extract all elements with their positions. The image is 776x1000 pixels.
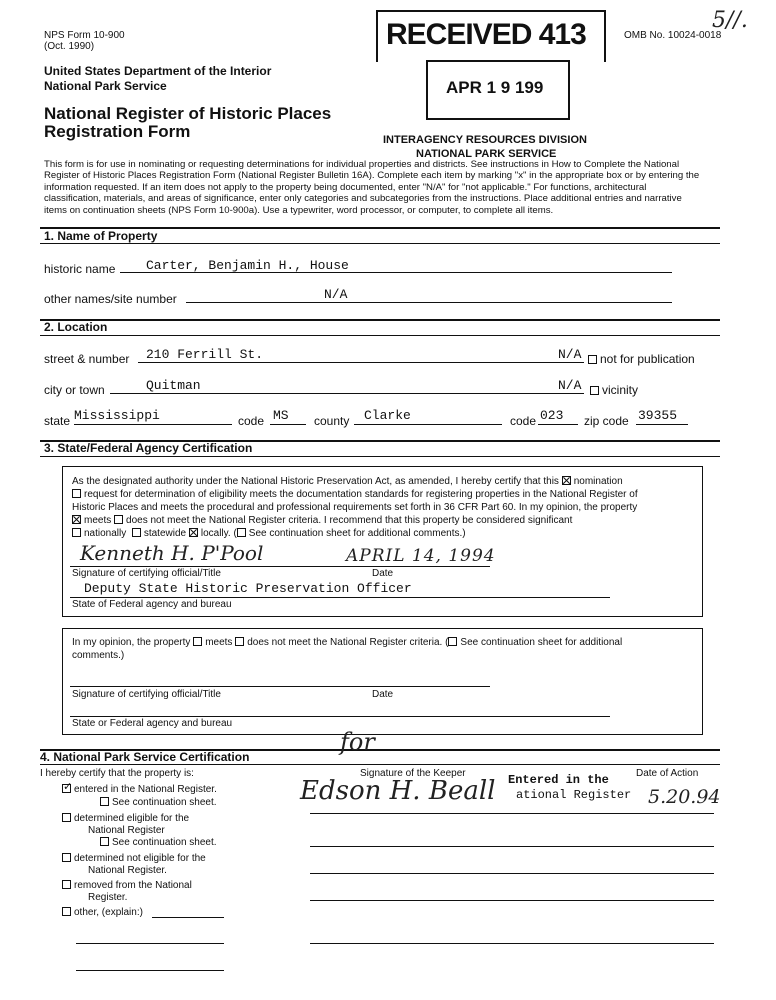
not-eligible-label-1: determined not eligible for the xyxy=(74,853,206,864)
nps-certify-text: I hereby certify that the property is: xyxy=(40,768,194,779)
historic-name-value[interactable]: Carter, Benjamin H., House xyxy=(146,258,349,273)
omb-number: OMB No. 10024-0018 xyxy=(624,30,722,41)
cert-line5 xyxy=(72,528,466,540)
city-value[interactable]: Quitman xyxy=(146,378,201,393)
eligible-option[interactable] xyxy=(62,813,189,825)
date-of-action-label: Date of Action xyxy=(636,768,699,779)
cert-line2 xyxy=(72,489,638,501)
county-code-line xyxy=(538,424,578,425)
other-names-line xyxy=(186,302,672,303)
not-for-publication[interactable] xyxy=(588,352,695,366)
nomination-label: nomination xyxy=(573,476,623,487)
opinion-text-a: In my opinion, the property xyxy=(72,637,191,648)
opinion-text-c: does not meet the National Register criteria. ( xyxy=(247,637,449,648)
corner-note: 5//. xyxy=(712,8,748,33)
shpo-agency-label: State of Federal agency and bureau xyxy=(72,599,232,610)
removed-option[interactable] xyxy=(62,880,192,892)
shpo-date: APRIL 14, 1994 xyxy=(346,546,496,566)
removed-label-1: removed from the National xyxy=(74,880,192,891)
form-date: (Oct. 1990) xyxy=(44,41,95,52)
commenting-agency-line xyxy=(70,716,610,717)
eligible-checkbox[interactable] xyxy=(62,813,71,822)
commenting-signature-line xyxy=(70,686,490,687)
keeper-line-3 xyxy=(310,873,714,874)
stamp-date: APR 1 9 199 xyxy=(446,78,544,97)
see-continuation-1-label: See continuation sheet. xyxy=(112,797,217,808)
other-checkbox[interactable] xyxy=(62,907,71,916)
commenting-signature-label: Signature of certifying official/Title xyxy=(72,689,221,700)
shpo-date-label: Date xyxy=(372,568,394,579)
other-option[interactable] xyxy=(62,907,143,919)
see-continuation-2-checkbox[interactable] xyxy=(100,837,109,846)
shpo-signature-label: Signature of certifying official/Title xyxy=(72,568,221,579)
statewide-checkbox[interactable] xyxy=(132,528,141,537)
keeper-signature: Edson H. Beall xyxy=(300,776,496,806)
see-continuation-2[interactable] xyxy=(100,837,217,849)
commenting-date-label: Date xyxy=(372,689,394,700)
historic-name-label: historic name xyxy=(44,262,116,276)
locally-label: locally. ( xyxy=(200,528,237,539)
cert-line1-text: As the designated authority under the National Historic Preservation Act, as amended, I hereby certify that this xyxy=(72,476,559,487)
section1-underline xyxy=(40,243,720,244)
state-code-value[interactable]: MS xyxy=(273,408,289,423)
street-na: N/A xyxy=(558,347,582,362)
eligible-label-2: National Register xyxy=(88,825,165,836)
stamp-nps: NATIONAL PARK SERVICE xyxy=(416,148,557,160)
other-names-label: other names/site number xyxy=(44,292,177,306)
entered-checkbox[interactable] xyxy=(62,784,71,793)
see-continuation-2-label: See continuation sheet. xyxy=(112,837,217,848)
continuation-checkbox-2[interactable] xyxy=(448,637,457,646)
opinion-line2: comments.) xyxy=(72,650,125,661)
department: United States Department of the Interior xyxy=(44,64,272,78)
vicinity-label: vicinity xyxy=(602,383,639,397)
form-title: National Register of Historic Places xyxy=(44,104,332,123)
city-label: city or town xyxy=(44,383,105,397)
entered-stamp-line1: Entered in the xyxy=(508,773,609,787)
opinion-text-d: See continuation sheet for additional xyxy=(460,637,623,648)
keeper-line-2 xyxy=(310,846,714,847)
keeper-line-5 xyxy=(310,943,714,944)
other-explain-line[interactable] xyxy=(152,917,224,918)
cert-line2-text: request for determination of eligibility meets the documentation standards for registering properties in the National Register of xyxy=(84,489,638,500)
county-code-value[interactable]: 023 xyxy=(540,408,564,423)
street-label: street & number xyxy=(44,352,130,366)
continuation-label-1: See continuation sheet for additional comments.) xyxy=(248,528,466,539)
state-code-label: code xyxy=(238,414,265,428)
opinion-meets-label: meets xyxy=(205,637,233,648)
entered-option[interactable] xyxy=(62,784,217,796)
does-not-meet-checkbox[interactable] xyxy=(114,515,123,524)
shpo-title-line xyxy=(70,597,610,598)
vicinity-checkbox[interactable] xyxy=(590,386,599,395)
received-stamp xyxy=(376,10,606,62)
commenting-agency-label: State or Federal agency and bureau xyxy=(72,718,233,729)
see-continuation-1[interactable] xyxy=(100,797,217,809)
removed-checkbox[interactable] xyxy=(62,880,71,889)
cert-line4 xyxy=(72,515,572,527)
city-na: N/A xyxy=(558,378,582,393)
state-line xyxy=(74,424,232,425)
keeper-signature-label: Signature of the Keeper xyxy=(360,768,466,779)
statewide-label: statewide xyxy=(143,528,187,539)
section4-heading: 4. National Park Service Certification xyxy=(40,750,250,764)
keeper-line-1 xyxy=(310,813,714,814)
county-code-label: code xyxy=(510,414,537,428)
instructions: This form is for use in nominating or requesting determinations for individual properties and districts. See instructions in How to Complete the National Register of Historic Places Registration Form (National Register Bulletin 16A). Complete each item by marking "x" in the appropriate box or by entering the information requested. If an item does not apply to the property being documented, enter "N/A" for "not applicable." For functions, architectural classification, materials, and areas of significance, enter only categories and subcategories from the instructions. Place additional entries and narrative items on continuation sheets (NPS Form 10-900a). Use a typewriter, word processor, or computer, to complete all items. xyxy=(44,159,700,216)
action-date: 5.20.94 xyxy=(648,786,721,808)
for-note: for xyxy=(340,728,375,756)
state-label: state xyxy=(44,414,71,428)
removed-label-2: Register. xyxy=(88,892,128,903)
keeper-line-4 xyxy=(310,900,714,901)
entered-label: entered in the National Register. xyxy=(74,784,217,795)
not-for-publication-checkbox[interactable] xyxy=(588,355,597,364)
opinion-meets-checkbox[interactable] xyxy=(193,637,202,646)
shpo-signature: Kenneth H. P'Pool xyxy=(80,541,264,565)
see-continuation-1-checkbox[interactable] xyxy=(100,797,109,806)
county-label: county xyxy=(314,414,350,428)
other-label: other, (explain:) xyxy=(74,907,143,918)
nomination-checkbox[interactable] xyxy=(562,476,571,485)
zip-line xyxy=(636,424,688,425)
cert-line4-text: does not meet the National Register criteria. I recommend that this property be considered significant xyxy=(126,515,573,526)
street-line xyxy=(138,362,584,363)
not-eligible-option[interactable] xyxy=(62,853,206,865)
state-value[interactable]: Mississippi xyxy=(74,408,160,423)
stamp-division: INTERAGENCY RESOURCES DIVISION xyxy=(383,134,587,146)
cert-line3: Historic Places and meets the procedural and professional requirements set forth in 36 CFR Part 60. In my opinion, the property xyxy=(72,502,638,513)
continuation-checkbox-1[interactable] xyxy=(237,528,246,537)
cert-line1 xyxy=(72,476,623,488)
locally-checkbox[interactable] xyxy=(189,528,198,537)
nationally-label: nationally xyxy=(84,528,127,539)
entered-stamp-line2: ational Register xyxy=(516,788,632,802)
section2-heading: 2. Location xyxy=(44,320,108,334)
county-line xyxy=(354,424,502,425)
stamp-date-box xyxy=(426,60,570,120)
county-value[interactable]: Clarke xyxy=(364,408,411,423)
other-explain-line-2[interactable] xyxy=(76,943,224,944)
zip-value[interactable]: 39355 xyxy=(638,408,678,423)
section4-underline xyxy=(40,764,720,765)
vicinity[interactable] xyxy=(590,383,638,397)
not-eligible-checkbox[interactable] xyxy=(62,853,71,862)
section2-underline xyxy=(40,335,720,336)
section1-heading: 1. Name of Property xyxy=(44,229,158,243)
meets-label: meets xyxy=(84,515,112,526)
state-code-line xyxy=(270,424,306,425)
shpo-title[interactable]: Deputy State Historic Preservation Officer xyxy=(84,581,412,596)
form-number: NPS Form 10-900 xyxy=(44,30,125,41)
meets-checkbox[interactable] xyxy=(72,515,81,524)
shpo-signature-line xyxy=(70,566,490,567)
service: National Park Service xyxy=(44,79,167,93)
request-checkbox[interactable] xyxy=(72,489,81,498)
other-explain-line-3[interactable] xyxy=(76,970,224,971)
section3-heading: 3. State/Federal Agency Certification xyxy=(44,441,253,455)
eligible-label-1: determined eligible for the xyxy=(74,813,190,824)
opinion-line1 xyxy=(72,637,622,649)
form-subtitle: Registration Form xyxy=(44,122,191,141)
street-value[interactable]: 210 Ferrill St. xyxy=(146,347,264,362)
received-text: RECEIVED 413 xyxy=(386,18,586,51)
not-eligible-label-2: National Register. xyxy=(88,865,167,876)
city-line xyxy=(110,393,584,394)
opinion-does-not-meet-checkbox[interactable] xyxy=(235,637,244,646)
section2-rule xyxy=(40,319,720,321)
section3-underline xyxy=(40,456,720,457)
zip-label: zip code xyxy=(584,414,629,428)
nationally-checkbox[interactable] xyxy=(72,528,81,537)
other-names-value[interactable]: N/A xyxy=(324,287,348,302)
not-for-publication-label: not for publication xyxy=(600,352,695,366)
